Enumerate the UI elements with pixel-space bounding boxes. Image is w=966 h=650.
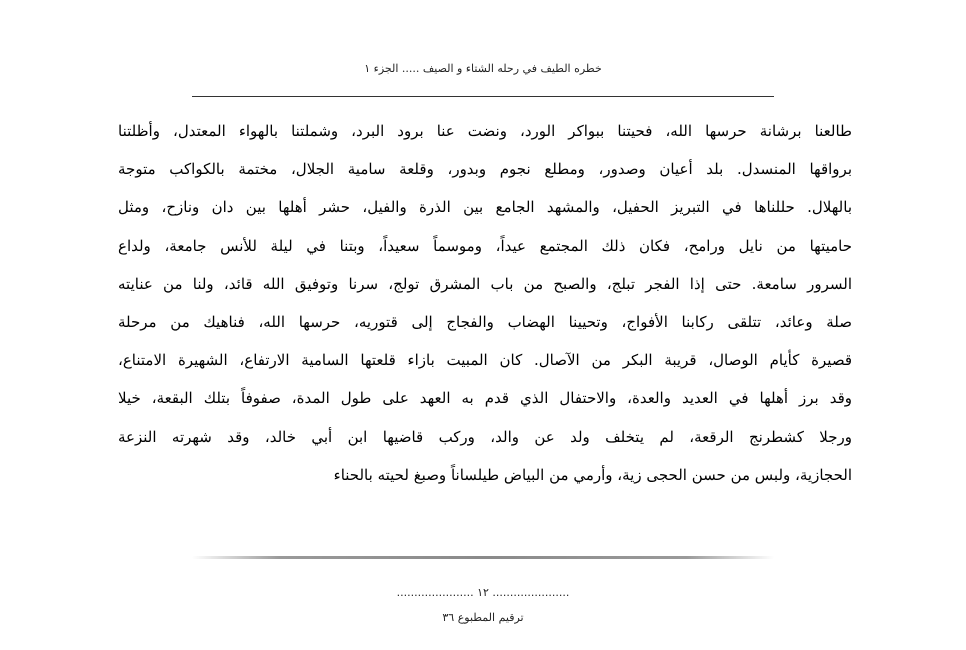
body-line: حاميتها من نايل ورامح، فكان ذلك المجتمع عيداً، وموسماً سعيداً، وبتنا في ليلة للأنس جامعة، ولداع xyxy=(118,236,852,255)
body-text xyxy=(118,112,852,494)
running-header-title: خطره الطيف في رحله الشتاء و الصيف ..... الجزء ١ xyxy=(364,62,602,75)
body-line: قصيرة كأيام الوصال، قريبة البكر من الآصال. كان المبيت بازاء قلعتها السامية الارتفاع، الشهيرة الامتناع، xyxy=(118,351,852,370)
header-divider xyxy=(192,96,774,97)
body-line: الحجازية، ولبس من حسن الحجى زية، وأرمي من البياض طيلساناً وصبغ لحيته بالحناء xyxy=(333,465,852,484)
body-line: وقد برز أهلها في العديد والعدة، والاحتفال الذي قدم به العهد على طول المدة، صفوفاً بتلك البقعة، خيلا xyxy=(118,389,852,408)
footer-divider xyxy=(192,556,774,559)
page-number: ...................... ١٢ ...................... xyxy=(396,586,570,599)
body-line: طالعنا برشانة حرسها الله، فحيتنا ببواكر الورد، ونضت عنا برود البرد، وشملتنا بالهواء المعتدل، وأظلتنا xyxy=(118,122,852,140)
body-line: بالهلال. حللناها في التبريز الحفيل، والمشهد الجامع بين الذرة والفيل، حشر أهلها بين دان ونازح، ومثل xyxy=(118,198,852,217)
body-line: السرور سامعة. حتى إذا الفجر تبلج، والصبح من باب المشرق تولج، سرنا وتوفيق الله قائد، ولنا من عنايته xyxy=(118,274,852,293)
body-line: صلة وعائد، تتلقى ركابنا الأفواج، وتحيينا الهضاب والفجاج إلى قتوريه، حرسها الله، فناهيك من مرحلة xyxy=(118,312,852,331)
body-line: ورجلا كشطرنج الرقعة، لم يتخلف ولد عن والد، وركب قاضيها ابن أبي خالد، وقد شهرته النزعة xyxy=(118,427,852,446)
print-number-label: ترقيم المطبوع ٣٦ xyxy=(442,611,524,624)
body-line: برواقها المنسدل. بلد أعيان وصدور، ومطلع نجوم وبدور، وقلعة سامية الجلال، مختمة بالكواكب متوجة xyxy=(118,160,852,179)
